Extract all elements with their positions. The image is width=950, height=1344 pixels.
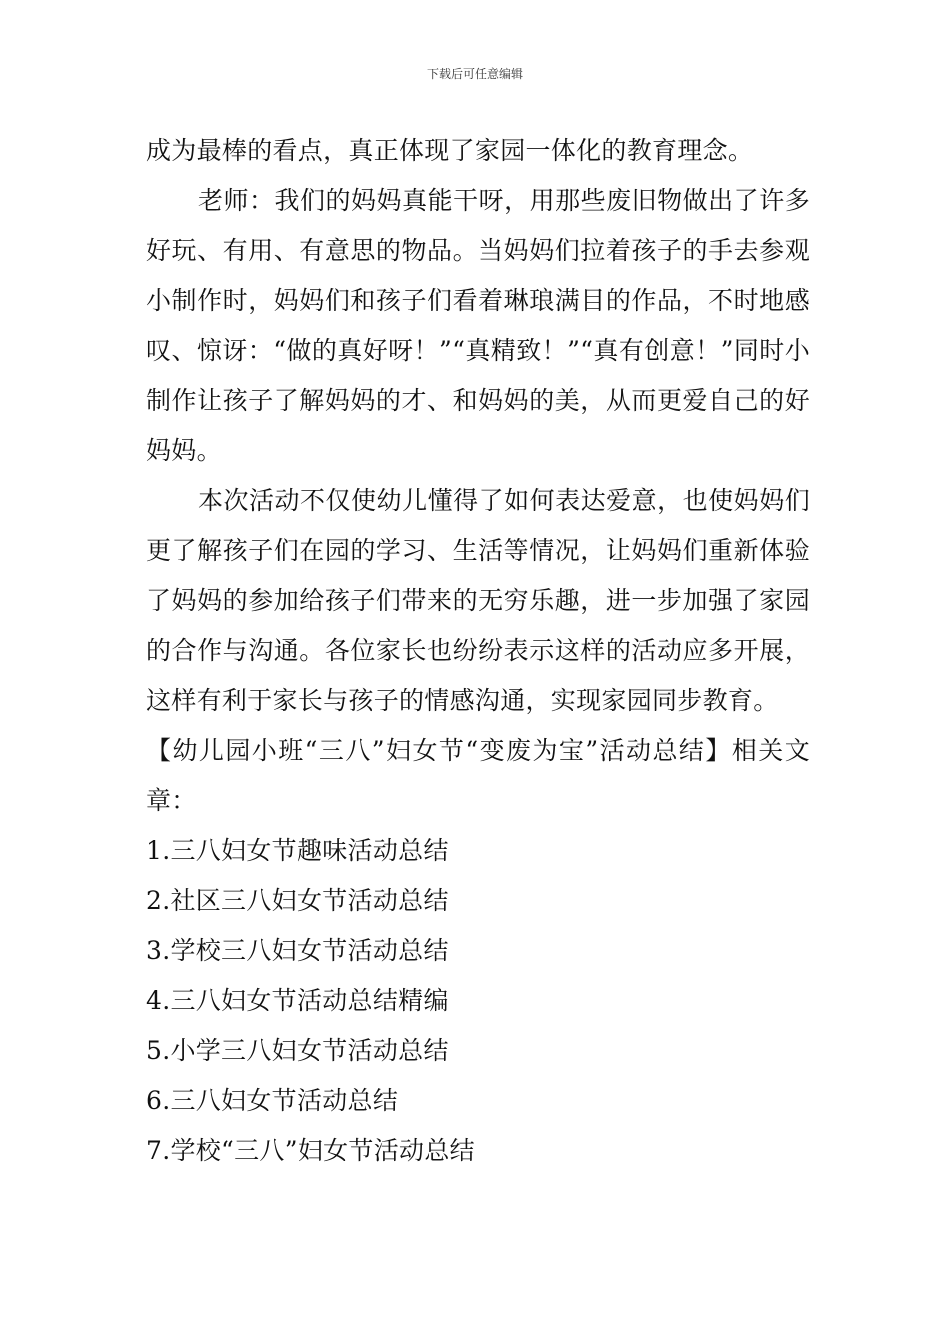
paragraph-continuation: 成为最棒的看点，真正体现了家园一体化的教育理念。 — [146, 136, 754, 165]
related-article-link[interactable]: 7.学校“三八”妇女节活动总结 — [146, 1136, 475, 1165]
related-articles-heading: 【幼儿园小班“三八”妇女节“变废为宝”活动总结】相关文章： — [146, 736, 810, 815]
related-article-link[interactable]: 1.三八妇女节趣味活动总结 — [146, 836, 449, 865]
related-articles-list — [146, 826, 810, 1176]
paragraph-teacher-quote: 老师：我们的妈妈真能干呀，用那些废旧物做出了许多好玩、有用、有意思的物品。当妈妈们拉着孩子的手去参观小制作时，妈妈们和孩子们看着琳琅满目的作品，不时地感叹、惊讶：“做的真好呀！”“真精致！”“真有创意！”同时小制作让孩子了解妈妈的才、和妈妈的美，从而更爱自己的好妈妈。 — [146, 186, 810, 465]
related-article-link[interactable]: 3.学校三八妇女节活动总结 — [146, 936, 449, 965]
related-article-link[interactable]: 6.三八妇女节活动总结 — [146, 1086, 399, 1115]
related-article-link[interactable]: 4.三八妇女节活动总结精编 — [146, 986, 449, 1015]
paragraph-summary: 本次活动不仅使幼儿懂得了如何表达爱意，也使妈妈们更了解孩子们在园的学习、生活等情况，让妈妈们重新体验了妈妈的参加给孩子们带来的无穷乐趣，进一步加强了家园的合作与沟通。各位家长也纷纷表示这样的活动应多开展，这样有利于家长与孩子的情感沟通，实现家园同步教育。 — [146, 486, 810, 715]
related-article-link[interactable]: 5.小学三八妇女节活动总结 — [146, 1036, 449, 1065]
page-header-note: 下载后可任意编辑 — [426, 67, 523, 81]
related-article-link[interactable]: 2.社区三八妇女节活动总结 — [146, 886, 449, 915]
document-body — [146, 126, 810, 1176]
